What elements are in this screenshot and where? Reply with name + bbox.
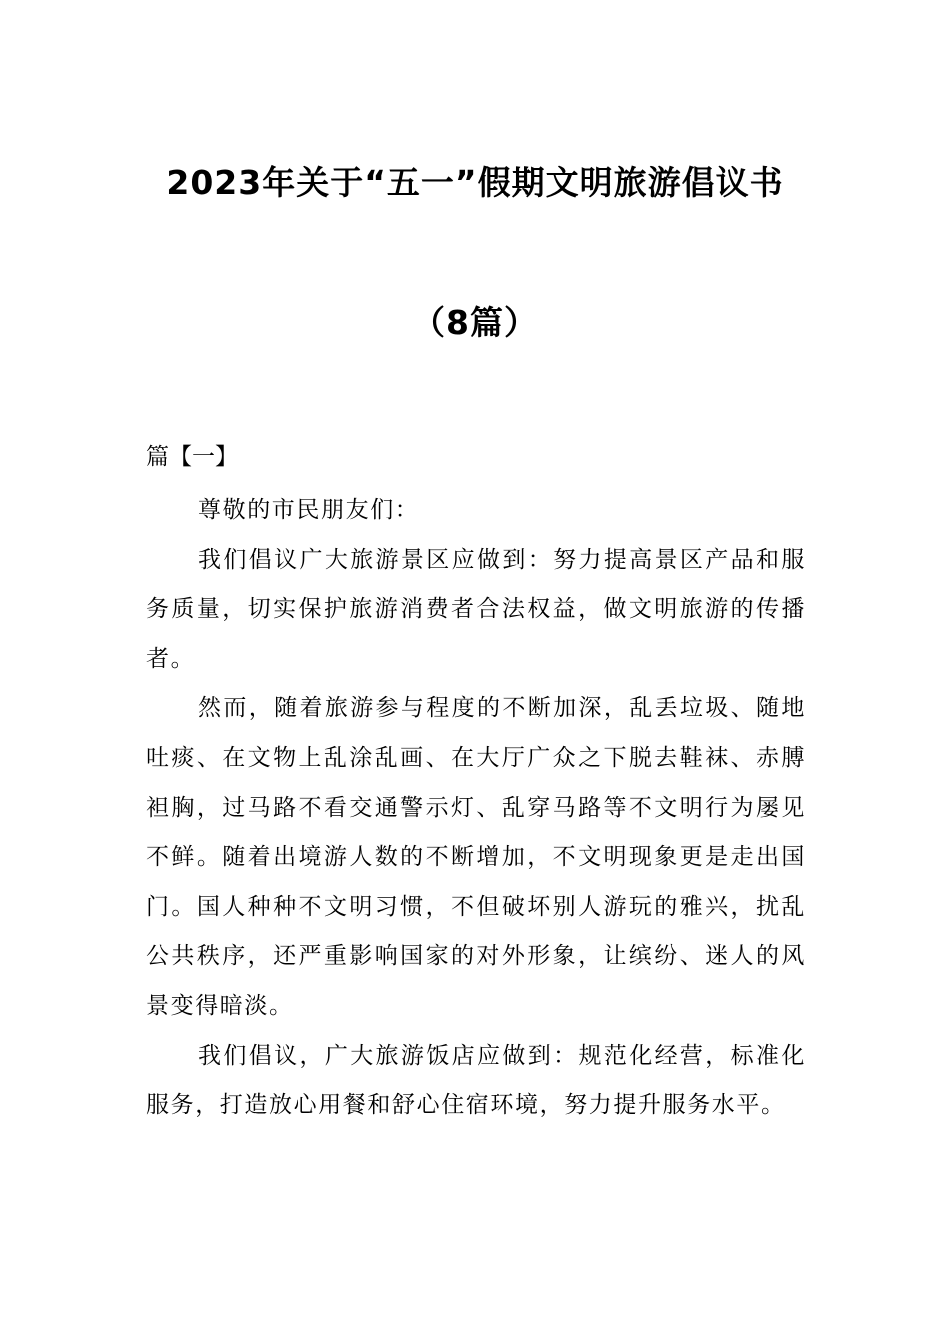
section-heading: 篇【一】 <box>146 444 238 470</box>
document-subtitle: （8篇） <box>412 303 538 342</box>
paragraph-hotels: 我们倡议，广大旅游饭店应做到：规范化经营，标准化服务，打造放心用餐和舒心住宿环境，努力提升服务水平。 <box>146 1042 806 1119</box>
document-title: 2023年关于“五一”假期文明旅游倡议书 <box>166 163 784 202</box>
paragraph-salutation: 尊敬的市民朋友们： <box>198 497 420 523</box>
paragraph-scenic-areas: 我们倡议广大旅游景区应做到：努力提高景区产品和服务质量，切实保护旅游消费者合法权益，做文明旅游的传播者。 <box>146 546 806 672</box>
document-body <box>146 486 806 1131</box>
paragraph-uncivil-behavior: 然而，随着旅游参与程度的不断加深，乱丢垃圾、随地吐痰、在文物上乱涂乱画、在大厅广众之下脱去鞋袜、赤膊袒胸，过马路不看交通警示灯、乱穿马路等不文明行为屡见不鲜。随着出境游人数的不断增加，不文明现象更是走出国门。国人种种不文明习惯，不但破坏别人游玩的雅兴，扰乱公共秩序，还严重影响国家的对外形象，让缤纷、迷人的风景变得暗淡。 <box>146 695 806 1019</box>
